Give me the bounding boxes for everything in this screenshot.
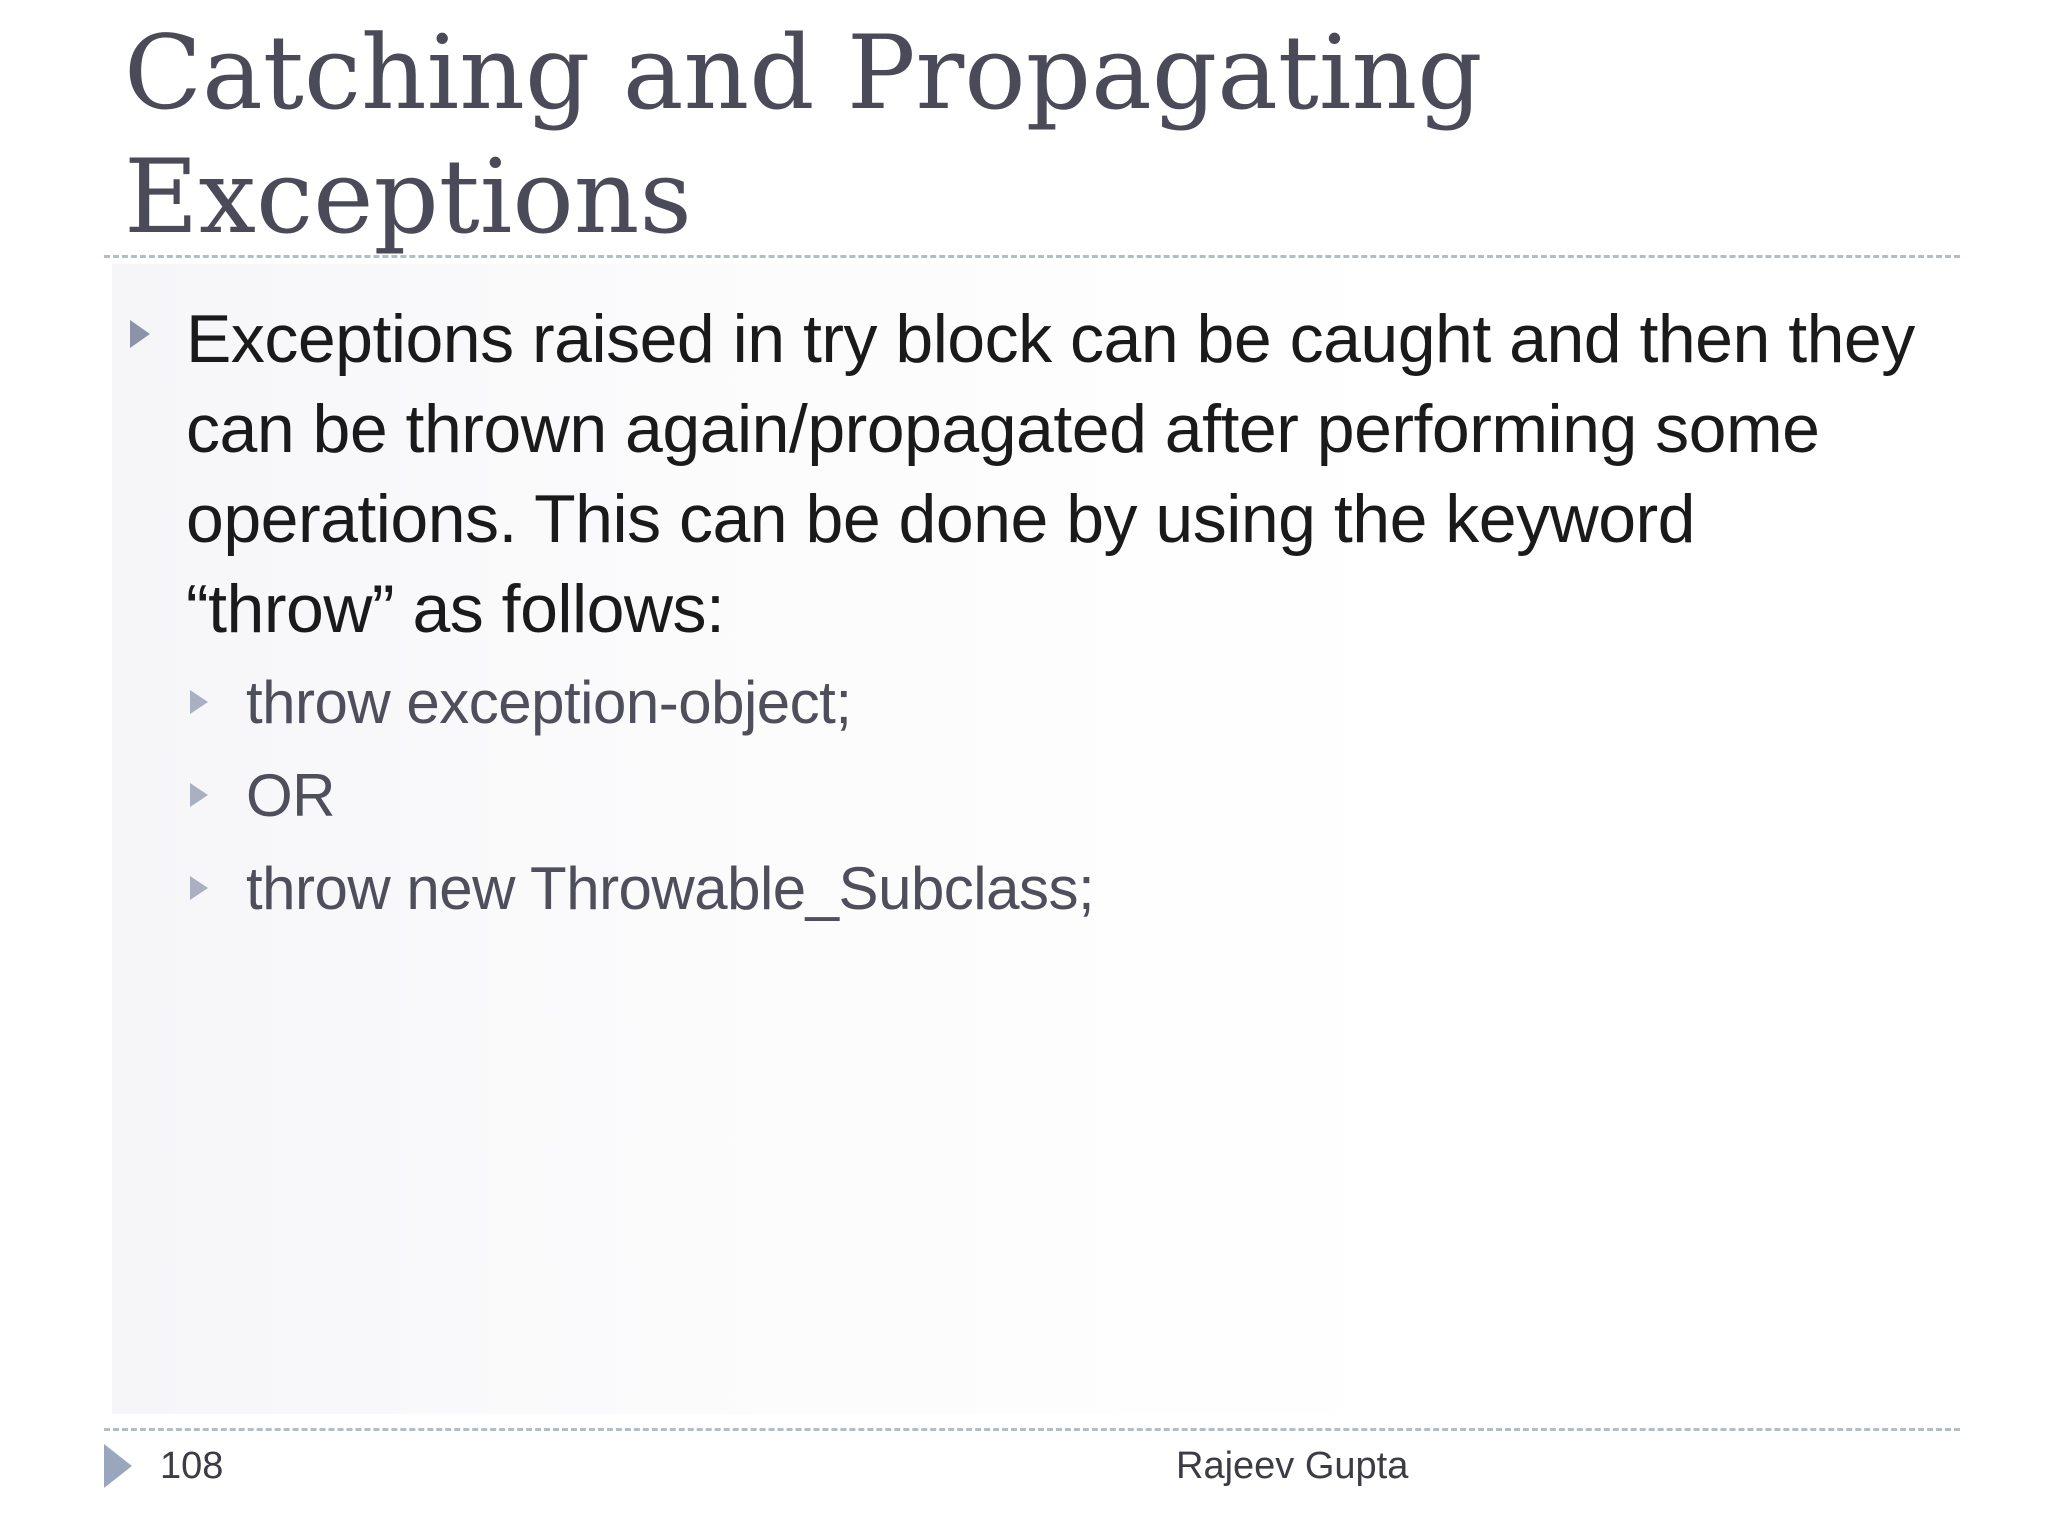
sub-bullet-triangle-icon: [190, 690, 208, 714]
bullet-triangle-icon: [130, 320, 150, 348]
sub-bullet-triangle-icon: [190, 876, 208, 900]
main-bullet: [130, 294, 1920, 654]
sub-bullet-list: [190, 660, 1890, 939]
sub-bullet-text: OR: [246, 762, 335, 829]
footer-triangle-icon: [104, 1444, 132, 1488]
page-number: 108: [160, 1445, 224, 1487]
sub-bullet-triangle-icon: [190, 783, 208, 807]
footer-divider: [104, 1428, 1960, 1431]
sub-bullet-item: [190, 660, 1890, 753]
sub-bullet-text: throw new Throwable_Subclass;: [246, 855, 1095, 922]
sub-bullet-item: [190, 846, 1890, 939]
footer-author: Rajeev Gupta: [1176, 1445, 1409, 1487]
sub-bullet-text: throw exception-object;: [246, 669, 852, 736]
main-bullet-text: Exceptions raised in try block can be caught and then they can be thrown again/propagated after performing some operations. This can be done by using the keyword “throw” as follows:: [186, 301, 1915, 647]
sub-bullet-item: [190, 753, 1890, 846]
slide-title: Catching and Propagating Exceptions: [124, 14, 1483, 257]
title-divider: [104, 255, 1960, 258]
